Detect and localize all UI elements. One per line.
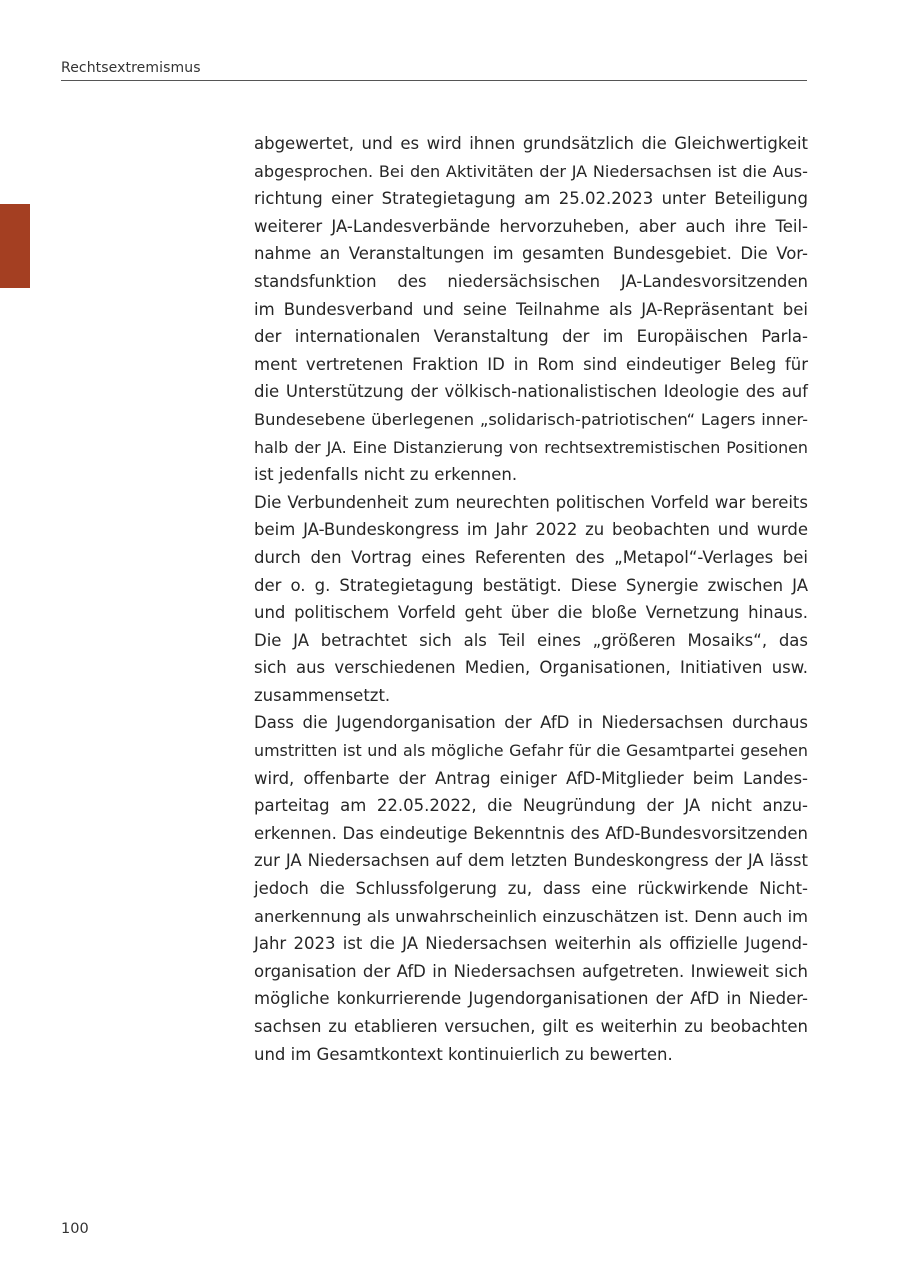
text-line: wird, offenbarte der Antrag einiger AfD-Mitglieder beim Landes- [254,768,808,788]
text-line: sachsen zu etablieren versuchen, gilt es weiterhin zu beobachten [254,1017,808,1036]
text-line: Dass die Jugendorganisation der AfD in Niedersachsen durchaus [254,713,808,733]
text-line: zusammensetzt. [254,685,391,705]
text-line: weiterer JA-Landesverbände hervorzuheben, aber auch ihre Teil- [254,216,808,236]
text-line: anerkennung als unwahrscheinlich einzuschätzen ist. Denn auch im [254,906,808,926]
text-line: im Bundesverband und seine Teilnahme als JA-Repräsentant bei [254,299,808,319]
text-line: parteitag am 22.05.2022, die Neugründung der JA nicht anzu- [254,796,808,816]
text-line: und politischem Vorfeld geht über die bloße Vernetzung hinaus. [254,603,808,623]
text-line: mögliche konkurrierende Jugendorganisationen der AfD in Nieder- [254,989,808,1009]
text-line: der o. g. Strategietagung bestätigt. Diese Synergie zwischen JA [254,575,808,595]
text-line: nahme an Veranstaltungen im gesamten Bundesgebiet. Die Vor- [254,244,808,264]
page-header [61,58,807,81]
paragraph-3 [254,709,808,1068]
text-line: durch den Vortrag eines Referenten des „Metapol“-Verlages bei [254,547,808,567]
running-head: Rechtsextremismus [61,60,201,76]
text-line: organisation der AfD in Niedersachsen aufgetreten. Inwieweit sich [254,961,808,981]
header-rule [61,80,807,81]
text-line: abgewertet, und es wird ihnen grundsätzlich die Gleichwertigkeit [254,134,808,153]
chapter-side-tab [0,204,30,288]
text-line: richtung einer Strategietagung am 25.02.2023 unter Beteiligung [254,189,808,209]
text-line: Die Verbundenheit zum neurechten politischen Vorfeld war bereits [254,492,808,512]
body-text [254,130,808,1068]
text-line: und im Gesamtkontext kontinuierlich zu bewerten. [254,1044,673,1064]
text-line: umstritten ist und als mögliche Gefahr für die Gesamtpartei gesehen [254,741,808,761]
paragraph-2 [254,489,808,710]
text-line: ist jedenfalls nicht zu erkennen. [254,465,518,485]
text-line: erkennen. Das eindeutige Bekenntnis des AfD-Bundesvorsitzenden [254,823,808,843]
text-line: die Unterstützung der völkisch-nationalistischen Ideologie des auf [254,382,808,402]
text-line: halb der JA. Eine Distanzierung von rechtsextremistischen Positionen [254,437,808,457]
text-line: sich aus verschiedenen Medien, Organisationen, Initiativen usw. [254,658,808,678]
text-line: der internationalen Veranstaltung der im Europäischen Parla- [254,327,808,347]
text-line: zur JA Niedersachsen auf dem letzten Bundeskongress der JA lässt [254,851,808,871]
text-line: beim JA-Bundeskongress im Jahr 2022 zu beobachten und wurde [254,520,808,540]
text-line: Bundesebene überlegenen „solidarisch-patriotischen“ Lagers inner- [254,409,808,429]
text-line: abgesprochen. Bei den Aktivitäten der JA Niedersachsen ist die Aus- [254,161,808,181]
text-line: Die JA betrachtet sich als Teil eines „größeren Mosaiks“, das [254,630,808,650]
text-line: Jahr 2023 ist die JA Niedersachsen weiterhin als offizielle Jugend- [254,934,808,954]
text-line: jedoch die Schlussfolgerung zu, dass eine rückwirkende Nicht- [254,879,808,899]
text-line: ment vertretenen Fraktion ID in Rom sind eindeutiger Beleg für [254,354,808,374]
paragraph-1 [254,130,808,489]
text-line: standsfunktion des niedersächsischen JA-Landesvorsitzenden [254,271,808,291]
page-number: 100 [61,1221,89,1237]
